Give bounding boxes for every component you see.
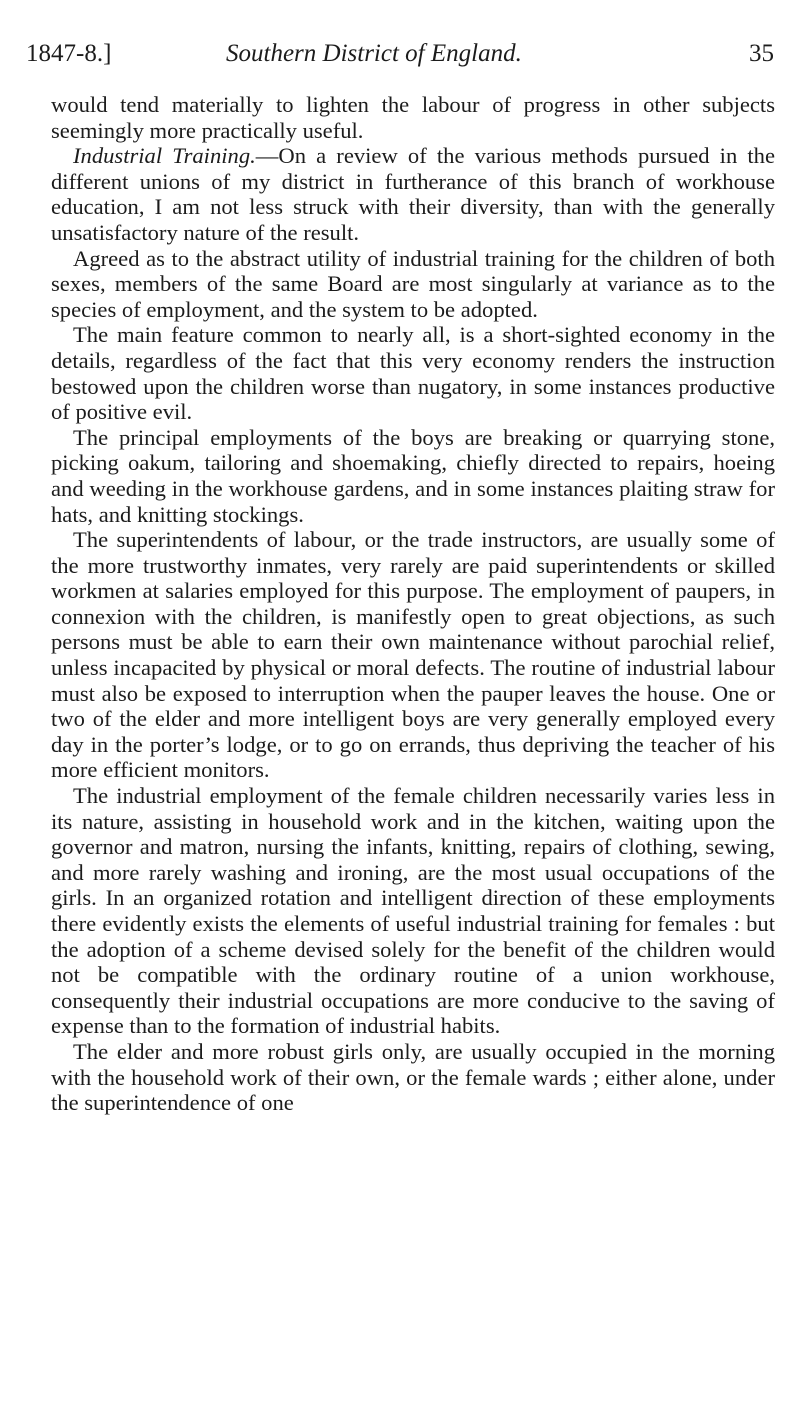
paragraph	[51, 322, 775, 424]
paragraph	[51, 783, 775, 1039]
paragraph	[51, 1039, 775, 1116]
paragraph	[51, 143, 775, 245]
body-text	[51, 92, 775, 1116]
paragraph-text: would tend materially to lighten the labour of progress in other subjects seemingly more practically useful.	[51, 92, 775, 143]
paragraph	[51, 527, 775, 783]
paragraph-text: The principal employments of the boys are breaking or quarrying stone, picking oakum, tailoring and shoemaking, chiefly directed to repairs, hoeing and weeding in the workhouse gardens, and in some instances plaiting straw for hats, and knitting stockings.	[51, 424, 775, 527]
running-head	[26, 40, 774, 76]
paragraph-text: The industrial employment of the female children necessarily varies less in its nature, assisting in household work and in the kitchen, waiting upon the governor and matron, nursing the infants, knitting, repairs of clothing, sewing, and more rarely washing and ironing, are the most usual occupations of the girls. In an organized rotation and intelligent direction of these employments there evidently exists the elements of useful industrial training for females : but the adoption of a scheme devised solely for the benefit of the children would not be compatible with the ordinary routine of a union workhouse, consequently their industrial occupations are more conducive to the saving of expense than to the formation of industrial habits.	[51, 783, 775, 1039]
paragraph-text: The superintendents of labour, or the trade instructors, are usually some of the more trustworthy inmates, very rarely are paid superintendents or skilled workmen at salaries employed for this purpose. The employment of paupers, in connexion with the children, is manifestly open to great objections, as such persons must be able to earn their own maintenance without parochial relief, unless incapacited by physical or moral defects. The routine of industrial labour must also be exposed to interruption when the pauper leaves the house. One or two of the elder and more intelligent boys are very generally employed every day in the porter’s lodge, or to go on errands, thus depriving the teacher of his more efficient monitors.	[51, 527, 775, 783]
paragraph-text: —On a review of the various methods pursued in the different unions of my district in furtherance of this branch of workhouse education, I am not less struck with their diversity, than with the generally unsatisfactory nature of the result.	[51, 143, 776, 245]
paragraph	[51, 92, 775, 143]
paragraph-heading: Industrial Training.	[73, 143, 256, 169]
running-head-title: Southern District of England.	[226, 40, 522, 67]
paragraph-text: The elder and more robust girls only, are usually occupied in the morning with the household work of their own, or the female wards ; either alone, under the superintendence of one	[51, 1038, 775, 1116]
page-number: 35	[749, 40, 774, 67]
running-head-year: 1847-8.]	[26, 40, 112, 67]
paragraph-text: Agreed as to the abstract utility of industrial training for the children of both sexes, members of the same Board are most singularly at variance as to the species of employment, and the system to be adopted.	[51, 245, 775, 322]
paragraph-text: The main feature common to nearly all, is a short-sighted economy in the details, regardless of the fact that this very economy renders the instruction bestowed upon the children worse than nugatory, in some instances productive of positive evil.	[51, 322, 775, 425]
paragraph	[51, 425, 775, 527]
paragraph	[51, 246, 775, 323]
